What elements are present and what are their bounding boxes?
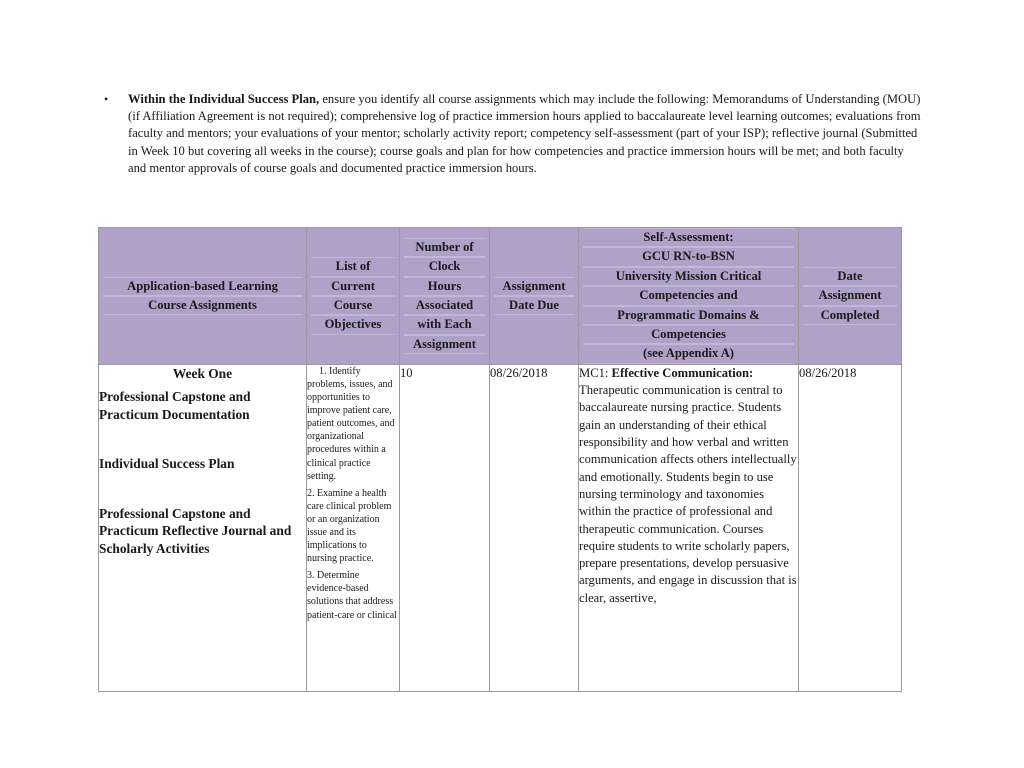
header-line: Application-based Learning <box>103 277 302 296</box>
header-line: Hours <box>404 277 485 296</box>
header-assignments <box>99 228 307 365</box>
header-line: Number of <box>404 238 485 257</box>
header-line: Competencies and <box>583 286 794 305</box>
header-line: Date <box>803 267 897 286</box>
intro-bullet <box>104 91 924 177</box>
header-line: Completed <box>803 306 897 325</box>
header-line: Course Assignments <box>103 296 302 315</box>
week-label: Week One <box>172 365 233 381</box>
objective-item: 3. Determine evidence-based solutions that address patient-care or clinical <box>307 570 397 621</box>
header-line: Course <box>311 296 395 315</box>
header-line: Current <box>311 277 395 296</box>
assignments-cell <box>99 364 307 691</box>
header-line: Programmatic Domains & <box>583 306 794 325</box>
header-line: Competencies <box>583 325 794 344</box>
competency-title: Effective Communication: <box>611 365 754 380</box>
header-date-completed <box>799 228 902 365</box>
intro-text: ensure you identify all course assignments which may include the following: Memorandums of Understanding (MOU)(if Affiliation Agreement is not required); comprehensive log of practice immersion hours applied to baccalaureate level learning outcomes; evaluations from faculty and mentors; your evaluations of your mentor; scholarly activity report; competency self-assessment (part of your ISP); reflective journal (Submitted in Week 10 but covering all weeks in the course); course goals and plan for how competencies and practice immersion hours will be met; and both faculty and mentor approvals of course goals and documented practice immersion hours. <box>128 92 921 175</box>
header-line: Assignment <box>494 277 574 296</box>
competency-text: Therapeutic communication is central to baccalaureate nursing practice. Students gain an understanding of their ethical responsibility and how verbal and written communication affects others intellectually and emotionally. Students begin to use nursing terminology and taxonomies within the practice of professional and therapeutic communication. Courses require students to write scholarly papers, prepare presentations, develop persuasive arguments, and engage in discussion that is clear, assertive, <box>579 383 797 605</box>
competency-code: MC1: <box>579 365 612 380</box>
objective-item: 1. Identify problems, issues, and opportunities to improve patient care, patient outcomes, and organizational procedures within a clinical practice setting. <box>307 365 395 482</box>
header-line: Assignment <box>803 286 897 305</box>
intro-paragraph <box>128 91 924 177</box>
assignment-item: Professional Capstone and Practicum Documentation <box>99 389 251 422</box>
assignments-table <box>98 227 902 692</box>
header-date-due <box>490 228 579 365</box>
header-objectives <box>307 228 400 365</box>
header-line: with Each <box>404 315 485 334</box>
header-line: Clock <box>404 257 485 276</box>
assignment-item: Individual Success Plan <box>99 456 235 472</box>
header-line: (see Appendix A) <box>583 344 794 363</box>
header-clock-hours <box>400 228 490 365</box>
date-completed-cell: 08/26/2018 <box>799 364 902 691</box>
objective-item: 2. Examine a health care clinical problem or an organization issue and its implications to nursing practice. <box>307 487 392 565</box>
header-line: GCU RN-to-BSN <box>583 247 794 266</box>
assignment-item: Professional Capstone and Practicum Reflective Journal and Scholarly Activities <box>99 505 292 556</box>
objectives-cell <box>307 364 400 691</box>
intro-lead: Within the Individual Success Plan, <box>128 92 320 106</box>
header-line: Self-Assessment: <box>583 228 794 247</box>
header-self-assessment <box>579 228 799 365</box>
header-line: University Mission Critical <box>583 267 794 286</box>
header-line: Assignment <box>404 335 485 354</box>
competency-cell <box>579 364 799 691</box>
header-line: Objectives <box>311 315 395 334</box>
date-due-cell: 08/26/2018 <box>490 364 579 691</box>
header-line: Associated <box>404 296 485 315</box>
header-line: List of <box>311 257 395 276</box>
table-header-row <box>99 228 902 365</box>
clock-hours-cell: 10 <box>400 364 490 691</box>
table-row <box>99 364 902 691</box>
header-line: Date Due <box>494 296 574 315</box>
bullet-icon: • <box>104 92 109 106</box>
